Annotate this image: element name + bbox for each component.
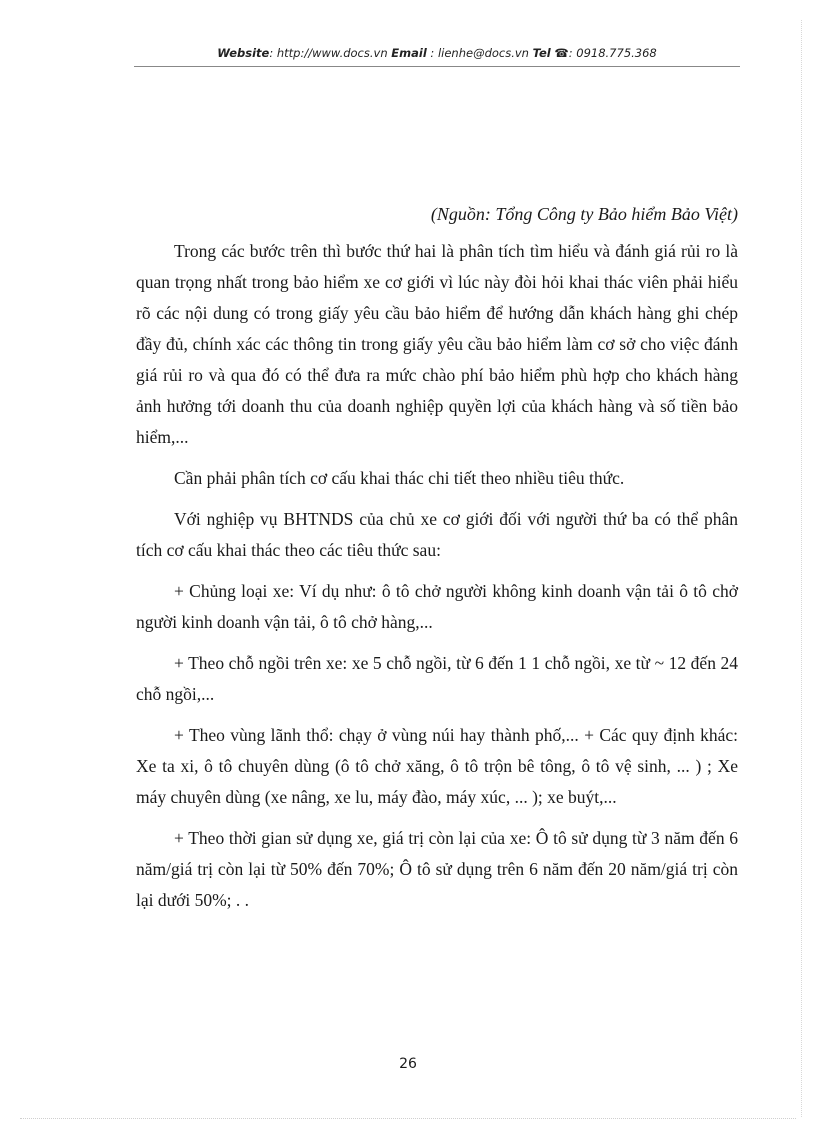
paragraph: + Theo vùng lãnh thổ: chạy ở vùng núi hay thành phố,... + Các quy định khác: Xe ta xi, ô tô chuyên dùng (ô tô chở xăng, ô tô trộn bê tông, ô tô vệ sinh, ... ) ; Xe máy chuyên dùng (xe nâng, xe lu, máy đào, máy xúc, ... ); xe buýt,... [136,725,738,807]
paragraph: Với nghiệp vụ BHTNDS của chủ xe cơ giới đối với người thứ ba có thể phân tích cơ cấu khai thác theo các tiêu thức sau: [136,509,738,560]
paragraph: + Theo thời gian sử dụng xe, giá trị còn lại của xe: Ô tô sử dụng từ 3 năm đến 6 năm/giá trị còn lại từ 50% đến 70%; Ô tô sử dụng trên 6 năm đến 20 năm/giá trị còn lại dưới 50%; . . [136,828,738,910]
footer-rule [20,1118,796,1119]
paragraph: Cần phải phân tích cơ cấu khai thác chi tiết theo nhiều tiêu thức. [174,468,625,488]
phone-icon: ☎ [554,46,569,60]
email-value: : lienhe@docs.vn [430,46,529,60]
source-note: (Nguồn: Tổng Công ty Bảo hiểm Bảo Việt) [430,204,738,224]
header-rule [134,66,740,67]
page-number: 26 [399,1056,417,1072]
website-label: Website [217,46,270,60]
paragraph: Trong các bước trên thì bước thứ hai là phân tích tìm hiểu và đánh giá rủi ro là quan trọng nhất trong bảo hiểm xe cơ giới vì lúc này đòi hỏi khai thác viên phải hiểu rõ các nội dung có trong giấy yêu cầu bảo hiểm để hướng dẫn khách hàng ghi chép đầy đủ, chính xác các thông tin trong giấy yêu cầu bảo hiểm làm cơ sở cho việc đánh giá rủi ro và qua đó có thể đưa ra mức chào phí bảo hiểm phù hợp cho khách hàng ảnh hưởng tới doanh thu của doanh nghiệp quyền lợi của khách hàng và số tiền bảo hiểm,... [136,241,738,447]
tel-label: Tel [532,46,551,60]
email-label: Email [391,46,427,60]
paragraph: + Chủng loại xe: Ví dụ như: ô tô chở người không kinh doanh vận tải ô tô chở người kinh doanh vận tải, ô tô chở hàng,... [136,581,738,632]
website-value: : http://www.docs.vn [269,46,388,60]
tel-value: : 0918.775.368 [568,46,657,60]
page-header [134,46,740,60]
paragraph: + Theo chỗ ngồi trên xe: xe 5 chỗ ngồi, từ 6 đến 1 1 chỗ ngồi, xe từ ~ 12 đến 24 chỗ ngồi,... [136,653,738,704]
side-rule [801,20,802,1117]
body-text [136,236,738,926]
